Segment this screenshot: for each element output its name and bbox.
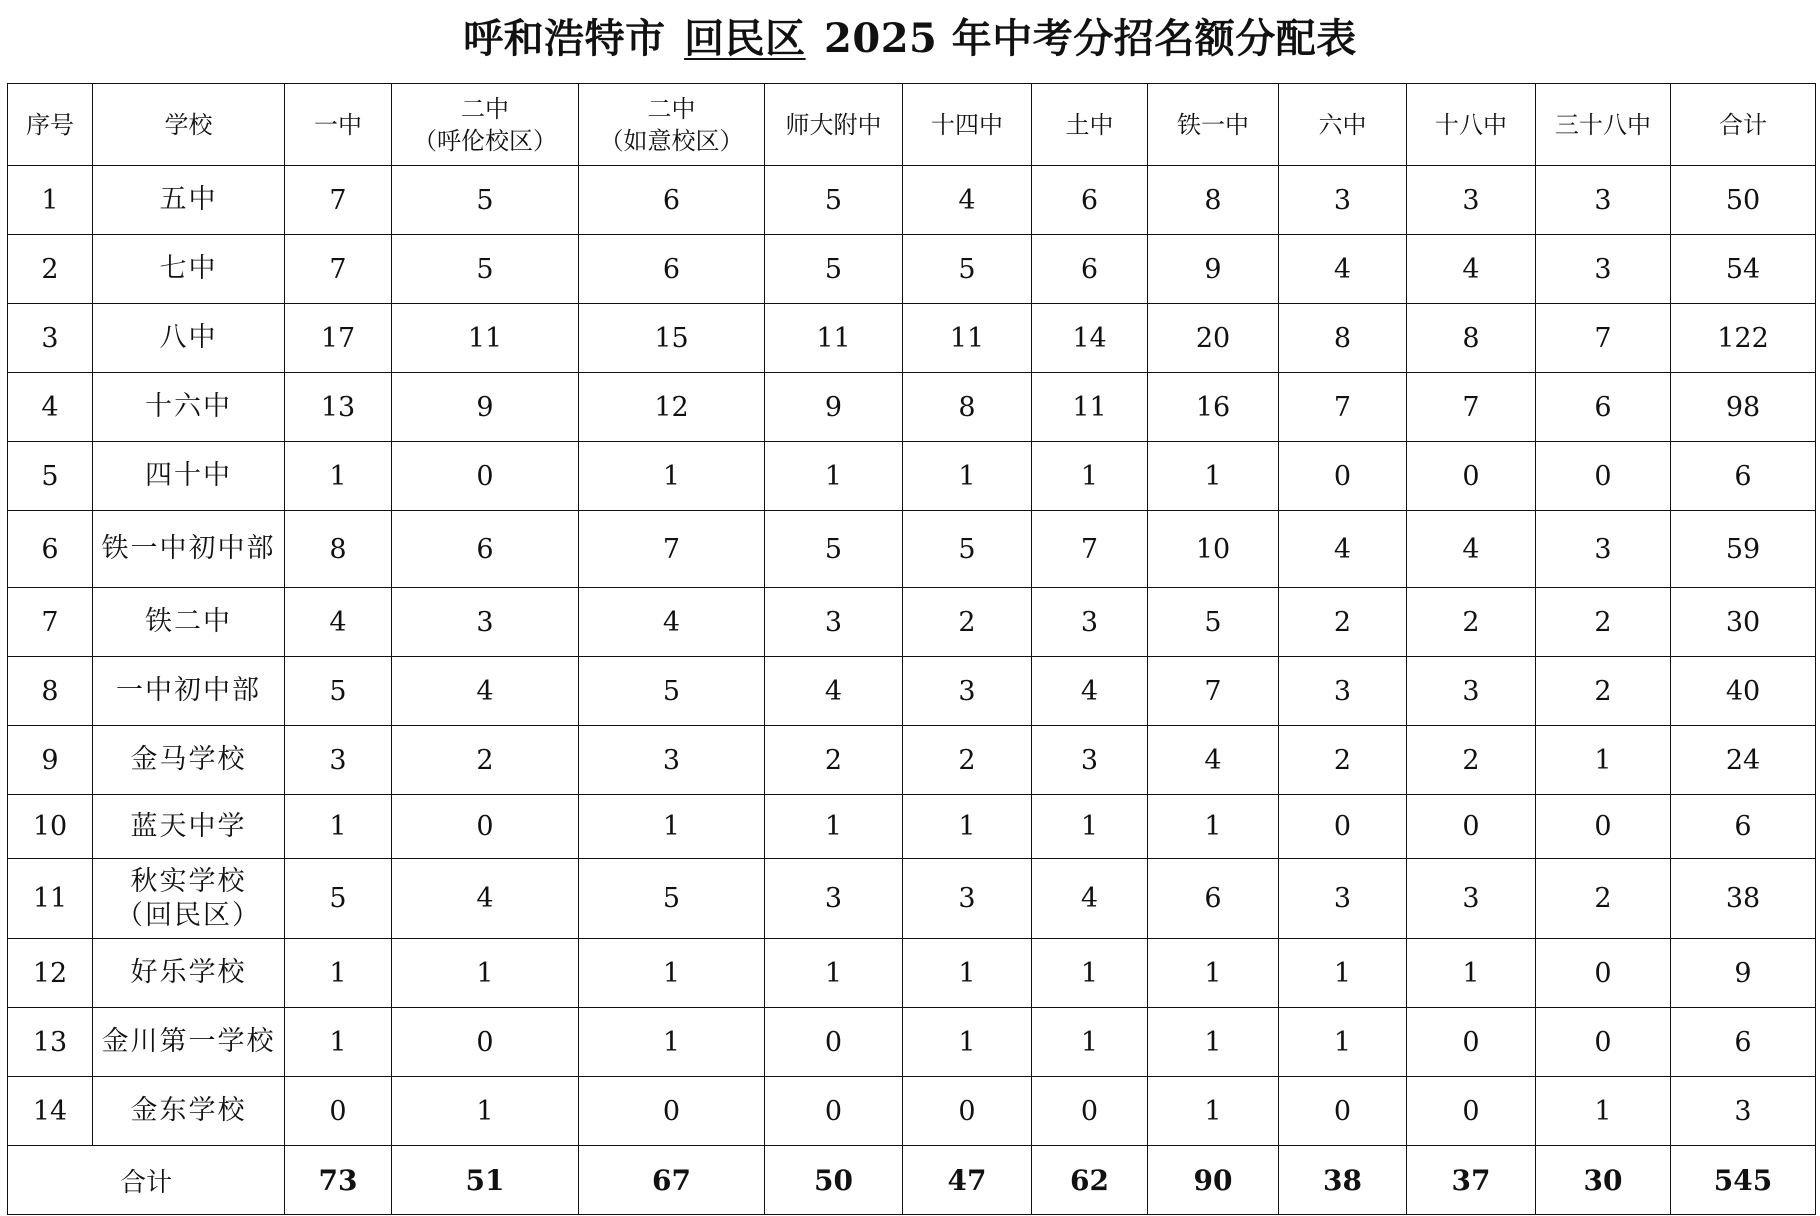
- quota-cell: 5: [392, 235, 579, 304]
- quota-cell: 4: [1407, 511, 1536, 588]
- quota-cell: 0: [765, 1077, 903, 1146]
- quota-cell: 5: [579, 859, 765, 939]
- column-header: [93, 84, 285, 166]
- quota-cell: 5: [392, 166, 579, 235]
- table-row: [8, 511, 1816, 588]
- total-value-cell: 50: [765, 1146, 903, 1215]
- row-seq-cell: 8: [8, 657, 93, 726]
- quota-cell: 1: [1032, 939, 1148, 1008]
- quota-cell: 0: [392, 442, 579, 511]
- row-seq-cell: 12: [8, 939, 93, 1008]
- quota-cell: 13: [285, 373, 392, 442]
- column-header-label: 十四中: [931, 110, 1003, 139]
- quota-cell: 1: [1148, 442, 1279, 511]
- quota-cell: 4: [765, 657, 903, 726]
- total-value-cell: 90: [1148, 1146, 1279, 1215]
- total-value-cell: 30: [1536, 1146, 1671, 1215]
- table-row: [8, 166, 1816, 235]
- row-school-cell: [93, 1008, 285, 1077]
- header-row: [8, 84, 1816, 166]
- quota-cell: 1: [903, 1008, 1032, 1077]
- quota-cell: 1: [1148, 795, 1279, 859]
- quota-cell: 3: [579, 726, 765, 795]
- row-school-cell: [93, 588, 285, 657]
- quota-cell: 10: [1148, 511, 1279, 588]
- quota-cell: 2: [1536, 588, 1671, 657]
- school-name: 五中: [159, 184, 218, 215]
- quota-cell: 3: [1536, 511, 1671, 588]
- quota-cell: 7: [285, 235, 392, 304]
- quota-cell: 1: [1407, 939, 1536, 1008]
- total-row: [8, 1146, 1816, 1215]
- quota-cell: 4: [1148, 726, 1279, 795]
- school-name: 金东学校: [130, 1095, 247, 1126]
- row-seq-cell: 14: [8, 1077, 93, 1146]
- quota-cell: 1: [579, 939, 765, 1008]
- title-suffix: 2025 年中考分招名额分配表: [824, 15, 1357, 62]
- quota-cell: 5: [765, 235, 903, 304]
- quota-cell: 4: [579, 588, 765, 657]
- title-district: 回民区: [684, 15, 806, 62]
- quota-cell: 3: [1032, 726, 1148, 795]
- school-name-sub: （回民区）: [116, 899, 261, 931]
- quota-cell: 1: [392, 1077, 579, 1146]
- quota-cell: 5: [903, 235, 1032, 304]
- quota-cell: 1: [285, 939, 392, 1008]
- quota-cell: 5: [579, 657, 765, 726]
- table-row: [8, 442, 1816, 511]
- quota-cell: 14: [1032, 304, 1148, 373]
- quota-cell: 0: [392, 795, 579, 859]
- quota-cell: 4: [1279, 511, 1407, 588]
- page-title: [0, 10, 1820, 68]
- quota-cell: 9: [1148, 235, 1279, 304]
- quota-cell: 1: [903, 795, 1032, 859]
- row-total-cell: 24: [1671, 726, 1816, 795]
- column-header-label: 六中: [1318, 110, 1367, 139]
- row-school-cell: [93, 657, 285, 726]
- row-seq-cell: 7: [8, 588, 93, 657]
- quota-cell: 4: [392, 657, 579, 726]
- quota-cell: 4: [392, 859, 579, 939]
- row-total-cell: 40: [1671, 657, 1816, 726]
- quota-table: [7, 83, 1816, 1215]
- quota-cell: 20: [1148, 304, 1279, 373]
- quota-cell: 6: [1148, 859, 1279, 939]
- row-seq-cell: 10: [8, 795, 93, 859]
- row-seq-cell: 1: [8, 166, 93, 235]
- quota-cell: 0: [1279, 1077, 1407, 1146]
- quota-cell: 4: [285, 588, 392, 657]
- row-school-cell: [93, 1077, 285, 1146]
- quota-cell: 1: [579, 1008, 765, 1077]
- quota-cell: 4: [1032, 657, 1148, 726]
- total-value-cell: 47: [903, 1146, 1032, 1215]
- quota-cell: 1: [285, 442, 392, 511]
- quota-cell: 7: [1536, 304, 1671, 373]
- quota-cell: 7: [285, 166, 392, 235]
- column-header-label: 一中: [314, 110, 362, 139]
- quota-cell: 3: [285, 726, 392, 795]
- quota-cell: 8: [903, 373, 1032, 442]
- quota-cell: 1: [1148, 1008, 1279, 1077]
- row-seq-cell: 4: [8, 373, 93, 442]
- row-seq-cell: 11: [8, 859, 93, 939]
- row-total-cell: 6: [1671, 795, 1816, 859]
- row-total-cell: 6: [1671, 442, 1816, 511]
- quota-cell: 1: [1148, 1077, 1279, 1146]
- row-school-cell: [93, 859, 285, 939]
- quota-cell: 11: [903, 304, 1032, 373]
- row-total-cell: 59: [1671, 511, 1816, 588]
- column-header-label: 三十八中: [1555, 110, 1651, 139]
- quota-cell: 1: [392, 939, 579, 1008]
- table-row: [8, 1008, 1816, 1077]
- total-value-cell: 73: [285, 1146, 392, 1215]
- quota-cell: 8: [1279, 304, 1407, 373]
- row-total-cell: 122: [1671, 304, 1816, 373]
- table-row: [8, 235, 1816, 304]
- quota-cell: 3: [903, 657, 1032, 726]
- quota-cell: 5: [285, 657, 392, 726]
- quota-cell: 0: [1407, 442, 1536, 511]
- row-school-cell: [93, 442, 285, 511]
- column-header-sublabel: （呼伦校区）: [413, 126, 557, 155]
- quota-cell: 1: [1279, 939, 1407, 1008]
- quota-cell: 3: [1032, 588, 1148, 657]
- quota-cell: 3: [1536, 235, 1671, 304]
- quota-cell: 6: [579, 166, 765, 235]
- school-name: 一中初中部: [116, 675, 261, 706]
- quota-cell: 1: [1536, 726, 1671, 795]
- school-name: 七中: [159, 253, 218, 284]
- row-school-cell: [93, 511, 285, 588]
- row-total-cell: 50: [1671, 166, 1816, 235]
- quota-cell: 16: [1148, 373, 1279, 442]
- column-header-label: 序号: [26, 110, 74, 139]
- quota-cell: 4: [903, 166, 1032, 235]
- column-header: [765, 84, 903, 166]
- quota-cell: 0: [1536, 1008, 1671, 1077]
- row-school-cell: [93, 166, 285, 235]
- school-name: 铁一中初中部: [101, 533, 276, 564]
- quota-cell: 11: [1032, 373, 1148, 442]
- column-header-label: 十八中: [1435, 110, 1507, 139]
- quota-cell: 6: [1032, 235, 1148, 304]
- quota-cell: 1: [579, 442, 765, 511]
- quota-cell: 0: [1407, 1077, 1536, 1146]
- quota-cell: 3: [1407, 657, 1536, 726]
- quota-cell: 0: [579, 1077, 765, 1146]
- quota-cell: 0: [1536, 939, 1671, 1008]
- quota-cell: 9: [392, 373, 579, 442]
- row-school-cell: [93, 373, 285, 442]
- quota-cell: 2: [765, 726, 903, 795]
- table-row: [8, 939, 1816, 1008]
- quota-cell: 5: [765, 511, 903, 588]
- school-name: 铁二中: [145, 606, 232, 637]
- quota-cell: 2: [1279, 726, 1407, 795]
- quota-cell: 9: [765, 373, 903, 442]
- quota-cell: 1: [903, 939, 1032, 1008]
- row-total-cell: 30: [1671, 588, 1816, 657]
- column-header: [903, 84, 1032, 166]
- quota-cell: 4: [1407, 235, 1536, 304]
- column-header-label: 合计: [1719, 110, 1767, 139]
- row-school-cell: [93, 726, 285, 795]
- row-seq-cell: 9: [8, 726, 93, 795]
- quota-cell: 5: [1148, 588, 1279, 657]
- quota-cell: 0: [1407, 795, 1536, 859]
- column-header: [1279, 84, 1407, 166]
- row-seq-cell: 13: [8, 1008, 93, 1077]
- quota-cell: 11: [392, 304, 579, 373]
- column-header-label: 二中: [461, 94, 509, 123]
- quota-cell: 3: [1279, 166, 1407, 235]
- quota-cell: 2: [1536, 859, 1671, 939]
- school-name: 蓝天中学: [130, 810, 247, 842]
- quota-cell: 3: [392, 588, 579, 657]
- row-school-cell: [93, 939, 285, 1008]
- table-row: [8, 859, 1816, 939]
- quota-cell: 0: [285, 1077, 392, 1146]
- quota-cell: 1: [1032, 795, 1148, 859]
- column-header: [1032, 84, 1148, 166]
- quota-cell: 0: [1536, 795, 1671, 859]
- quota-cell: 1: [1279, 1008, 1407, 1077]
- school-name: 十六中: [145, 391, 232, 422]
- table-row: [8, 657, 1816, 726]
- quota-cell: 1: [765, 442, 903, 511]
- column-header-label: 土中: [1065, 110, 1114, 139]
- column-header-sublabel: （如意校区）: [599, 126, 744, 155]
- quota-cell: 2: [1407, 588, 1536, 657]
- quota-cell: 4: [1032, 859, 1148, 939]
- quota-cell: 1: [765, 939, 903, 1008]
- column-header-label: 师大附中: [785, 110, 882, 139]
- row-seq-cell: 3: [8, 304, 93, 373]
- row-seq-cell: 5: [8, 442, 93, 511]
- school-name: 好乐学校: [130, 957, 247, 988]
- table-row: [8, 373, 1816, 442]
- column-header: [285, 84, 392, 166]
- quota-cell: 2: [903, 588, 1032, 657]
- column-header: [1148, 84, 1279, 166]
- quota-cell: 3: [765, 859, 903, 939]
- quota-cell: 7: [1407, 373, 1536, 442]
- quota-cell: 3: [765, 588, 903, 657]
- table-body: [8, 166, 1816, 1215]
- quota-cell: 2: [1279, 588, 1407, 657]
- total-value-cell: 37: [1407, 1146, 1536, 1215]
- quota-cell: 4: [1279, 235, 1407, 304]
- total-value-cell: 51: [392, 1146, 579, 1215]
- row-school-cell: [93, 795, 285, 859]
- school-name: 秋实学校: [130, 865, 247, 897]
- row-total-cell: 6: [1671, 1008, 1816, 1077]
- quota-cell: 6: [579, 235, 765, 304]
- column-header-label: 铁一中: [1177, 110, 1249, 139]
- row-school-cell: [93, 304, 285, 373]
- quota-cell: 1: [1148, 939, 1279, 1008]
- quota-cell: 8: [1148, 166, 1279, 235]
- column-header: [8, 84, 93, 166]
- table-row: [8, 304, 1816, 373]
- quota-cell: 0: [903, 1077, 1032, 1146]
- table-row: [8, 1077, 1816, 1146]
- row-school-cell: [93, 235, 285, 304]
- quota-cell: 3: [1407, 859, 1536, 939]
- row-total-cell: 9: [1671, 939, 1816, 1008]
- quota-cell: 2: [903, 726, 1032, 795]
- column-header: [392, 84, 579, 166]
- quota-cell: 1: [1536, 1077, 1671, 1146]
- quota-cell: 1: [579, 795, 765, 859]
- quota-cell: 0: [1032, 1077, 1148, 1146]
- school-name: 八中: [159, 322, 218, 353]
- quota-cell: 1: [285, 795, 392, 859]
- quota-cell: 0: [392, 1008, 579, 1077]
- quota-cell: 7: [1032, 511, 1148, 588]
- quota-cell: 0: [765, 1008, 903, 1077]
- school-name: 金马学校: [130, 744, 247, 775]
- quota-cell: 11: [765, 304, 903, 373]
- quota-cell: 2: [392, 726, 579, 795]
- quota-cell: 5: [903, 511, 1032, 588]
- table-row: [8, 795, 1816, 859]
- quota-cell: 7: [579, 511, 765, 588]
- quota-cell: 5: [285, 859, 392, 939]
- quota-cell: 7: [1148, 657, 1279, 726]
- column-header-label: 二中: [647, 94, 696, 123]
- quota-cell: 6: [1032, 166, 1148, 235]
- table-row: [8, 726, 1816, 795]
- total-value-cell: 67: [579, 1146, 765, 1215]
- quota-cell: 3: [1279, 859, 1407, 939]
- quota-cell: 0: [1279, 795, 1407, 859]
- quota-cell: 6: [392, 511, 579, 588]
- school-name: 四十中: [145, 460, 232, 491]
- column-header: [1536, 84, 1671, 166]
- quota-cell: 0: [1279, 442, 1407, 511]
- quota-cell: 0: [1407, 1008, 1536, 1077]
- quota-cell: 12: [579, 373, 765, 442]
- table-row: [8, 588, 1816, 657]
- quota-cell: 3: [903, 859, 1032, 939]
- quota-cell: 17: [285, 304, 392, 373]
- quota-cell: 3: [1279, 657, 1407, 726]
- quota-cell: 2: [1407, 726, 1536, 795]
- quota-cell: 2: [1536, 657, 1671, 726]
- quota-cell: 5: [765, 166, 903, 235]
- quota-cell: 1: [1032, 1008, 1148, 1077]
- column-header-label: 学校: [164, 110, 213, 139]
- quota-cell: 3: [1407, 166, 1536, 235]
- total-value-cell: 545: [1671, 1146, 1816, 1215]
- row-total-cell: 3: [1671, 1077, 1816, 1146]
- quota-cell: 1: [903, 442, 1032, 511]
- row-seq-cell: 6: [8, 511, 93, 588]
- total-value-cell: 38: [1279, 1146, 1407, 1215]
- quota-cell: 3: [1536, 166, 1671, 235]
- row-total-cell: 98: [1671, 373, 1816, 442]
- column-header: [1671, 84, 1816, 166]
- row-total-cell: 54: [1671, 235, 1816, 304]
- total-value-cell: 62: [1032, 1146, 1148, 1215]
- total-label-cell: 合计: [8, 1146, 285, 1215]
- column-header: [579, 84, 765, 166]
- quota-cell: 15: [579, 304, 765, 373]
- quota-cell: 8: [285, 511, 392, 588]
- quota-cell: 6: [1536, 373, 1671, 442]
- quota-cell: 8: [1407, 304, 1536, 373]
- title-prefix: 呼和浩特市: [463, 15, 666, 62]
- school-name: 金川第一学校: [101, 1026, 276, 1057]
- quota-cell: 1: [285, 1008, 392, 1077]
- quota-cell: 7: [1279, 373, 1407, 442]
- quota-cell: 1: [1032, 442, 1148, 511]
- column-header: [1407, 84, 1536, 166]
- row-seq-cell: 2: [8, 235, 93, 304]
- quota-cell: 1: [765, 795, 903, 859]
- quota-cell: 0: [1536, 442, 1671, 511]
- row-total-cell: 38: [1671, 859, 1816, 939]
